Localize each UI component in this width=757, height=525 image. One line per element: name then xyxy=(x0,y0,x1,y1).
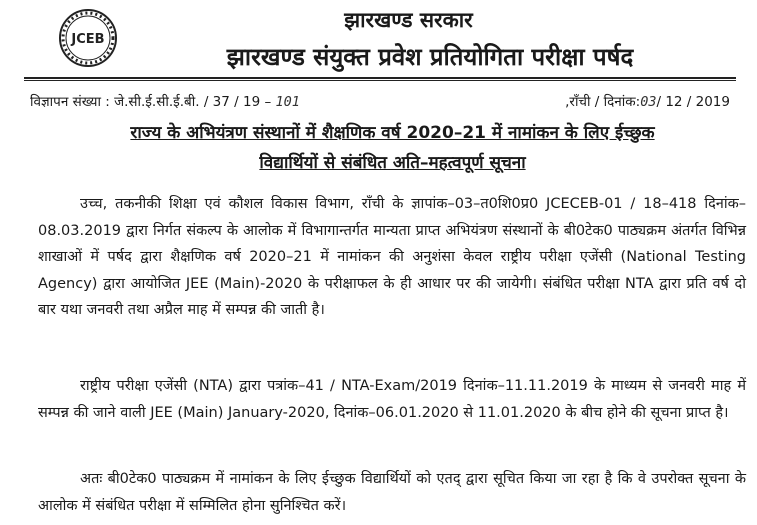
header-divider xyxy=(24,77,736,79)
subject-line-2: विद्यार्थियों से संबंधित अति–महत्वपूर्ण सूचना xyxy=(259,153,526,173)
paragraph-2-text: राष्ट्रीय परीक्षा एजेंसी (NTA) द्वारा पत्रांक–41 / NTA-Exam/2019 दिनांक–11.11.2019 के माध्यम से जनवरी माह में सम्पन्न की जाने वाली JEE (Main) January-2020, दिनांक–06.01.2020 से 11.01.2020 के बीच होने की सूचना प्राप्त है। xyxy=(38,378,746,421)
subject-line-1: राज्य के अभियंत्रण संस्थानों में शैक्षणिक वर्ष 2020–21 में नामांकन के लिए ईच्छुक xyxy=(130,123,655,143)
date-handwritten-day: 03 xyxy=(640,94,657,110)
paragraph-3-text: अतः बी0टेक0 पाठ्यक्रम में नामांकन के लिए ईच्छुक विद्यार्थियों को एतद् द्वारा सूचित किया जा रहा है कि वे उपरोक्त सूचना के आलोक में संबंधित परीक्षा में सम्मिलित होना सुनिश्चित करें। xyxy=(38,471,746,514)
advertisement-number xyxy=(30,92,300,110)
advt-label: विज्ञापन संख्या : जे.सी.ई.सी.ई.बी. / 37 / 19 – xyxy=(30,94,272,110)
header-divider-thin xyxy=(24,80,736,81)
notice-date xyxy=(565,92,730,110)
reference-row xyxy=(30,92,730,112)
advt-handwritten-number: 101 xyxy=(275,94,300,110)
notice-subject xyxy=(40,118,745,178)
date-rest: / 12 / 2019 xyxy=(656,94,730,110)
date-label: ,राँची / दिनांक: xyxy=(565,94,641,110)
body-paragraph-2 xyxy=(38,373,746,426)
government-title: झारखण्ड सरकार xyxy=(344,8,473,32)
svg-text:JCEB: JCEB xyxy=(71,32,105,47)
board-title: झारखण्ड संयुक्त प्रवेश प्रतियोगिता परीक्षा पर्षद xyxy=(226,43,634,71)
body-paragraph-1 xyxy=(38,191,746,324)
body-paragraph-3 xyxy=(38,466,746,519)
paragraph-1-text: उच्च, तकनीकी शिक्षा एवं कौशल विकास विभाग, राँची के ज्ञापांक–03–त0शि0प्र0 JCECEB-01 / 18–418 दिनांक–08.03.2019 द्वारा निर्गत संकल्प के आलोक में विभागान्तर्गत मान्यता प्राप्त अभियंत्रण संस्थानों के बी0टेक0 पाठ्यक्रम अंतर्गत विभिन्न शाखाओं में पर्षद द्वारा शैक्षणिक वर्ष 2020–21 में नामांकन की अनुशंसा केवल राष्ट्रीय परीक्षा एजेंसी (National Testing Agency) द्वारा आयोजित JEE (Main)-2020 के परीक्षाफल के ही आधार पर की जायेगी। संबंधित परीक्षा NTA द्वारा प्रति वर्ष दो बार यथा जनवरी तथा अप्रैल माह में सम्पन्न की जाती है। xyxy=(38,196,746,318)
